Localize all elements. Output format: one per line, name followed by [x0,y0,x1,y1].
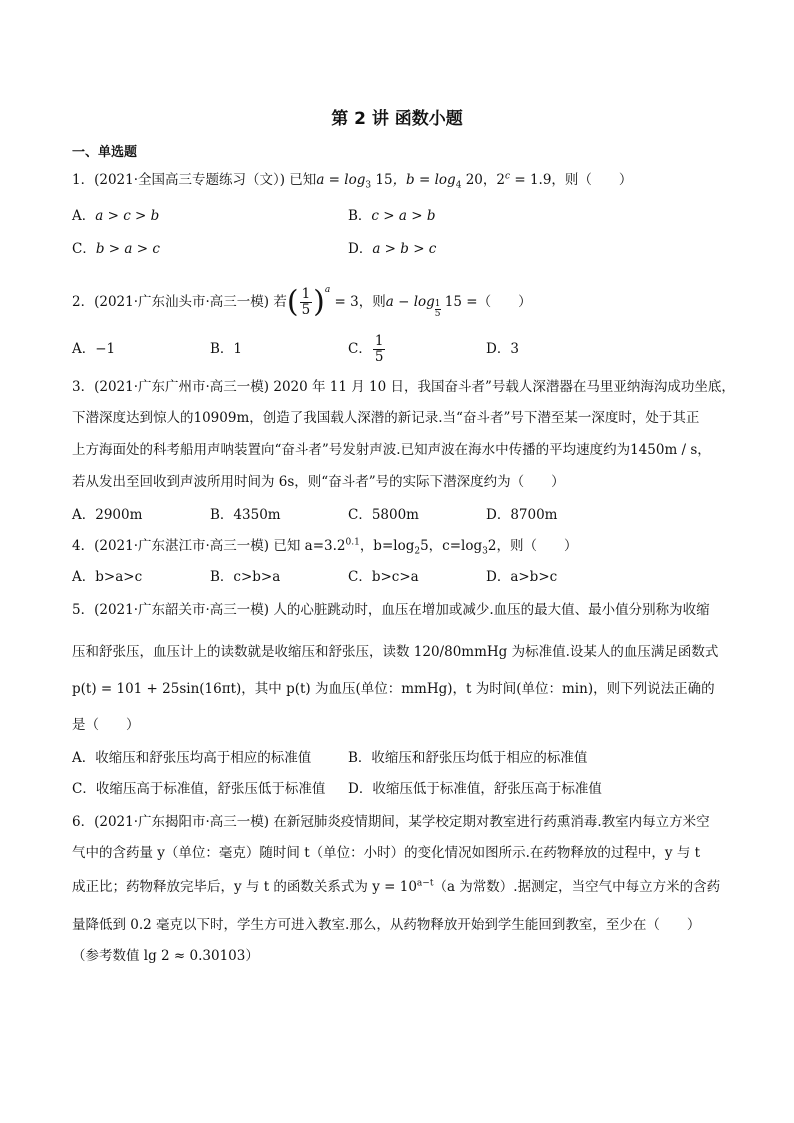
question-1-option-a: A．a > c > b [72,208,160,224]
question-1-stem: 1．(2021·全国高三专题练习（文）) 已知$a = \log_3 15$，$b = \log_4 20$，$2^c = 1.9$，则（ ） [72,171,633,191]
question-1-option-c: C．b > a > c [72,241,160,257]
question-2-option-d: D．3 [486,341,519,357]
question-4-option-d: D．a>b>c [486,569,558,585]
question-6-line-1: 6．(2021·广东揭阳市·高三一模) 在新冠肺炎疫情期间，某学校定期对教室进行药熏消毒.教室内每立方米空 [72,814,710,830]
question-6-reference-note: （参考数值 lg 2 ≈ 0.30103） [72,948,259,964]
question-1-option-d: D．a > b > c [348,241,437,257]
question-1-option-b: B．c > a > b [348,208,436,224]
question-6-line-2: 气中的含药量 y（单位：毫克）随时间 t（单位：小时）的变化情况如图所示.在药物释放的过程中，y 与 t [72,845,701,861]
question-2-option-b: B．1 [210,341,243,357]
question-4-option-a: A．b>a>c [72,569,143,585]
question-2-stem: 2．(2021·广东汕头市·高三一模) 若( $\frac{1}{5}$ )$^a$ = 3，则a − log $\frac{1}{5} 15$ =（ ） [72,284,532,320]
question-3-option-c: C．5800m [348,507,419,523]
question-5-line-2: 压和舒张压，血压计上的读数就是收缩压和舒张压，读数 120/80mmHg 为标准值.设某人的血压满足函数式 [72,644,719,660]
section-heading: 一、单选题 [72,145,138,160]
question-6-line-4: 量降低到 0.2 毫克以下时，学生方可进入教室.那么，从药物释放开始到学生能回到教室，至少在（ ） [72,917,701,933]
question-4-option-b: B．c>b>a [210,569,281,585]
question-5-option-c: C．收缩压高于标准值，舒张压低于标准值 [72,781,326,797]
question-3-option-a: A．2900m [72,507,143,523]
log-base-one-fifth: $\frac{1}{5}$ [434,299,441,319]
question-3-option-d: D．8700m [486,507,558,523]
question-3-line-2: 下潜深度达到惊人的10909m，创造了我国载人深潜的新记录.当“奋斗者”号下潜至某一深度时，处于其正 [72,410,700,426]
question-3-option-b: B．4350m [210,507,281,523]
question-3-line-4: 若从发出至回收到声波所用时间为 6s，则“奋斗者”号的实际下潜深度约为（ ） [72,474,565,490]
question-4-option-c: C．b>c>a [348,569,419,585]
page-title: 第 2 讲 函数小题 [331,109,463,129]
question-2-option-c: C． $\frac{1}{5}$ [348,333,384,365]
question-5-option-d: D．收缩压低于标准值，舒张压高于标准值 [348,781,602,797]
question-3-line-3: 上方海面处的科考船用声呐装置向“奋斗者”号发射声波.已知声波在海水中传播的平均速度约为1450m / s， [72,442,711,458]
fraction-one-fifth: $\frac{1}{5}$ [301,286,311,318]
question-5-line-3: p(t) = 101 + 25sin(16πt)，其中 p(t) 为血压(单位：mmHg)，t 为时间(单位：min)，则下列说法正确的 [72,681,715,697]
question-5-option-b: B．收缩压和舒张压均低于相应的标准值 [348,750,588,766]
question-3-line-1: 3．(2021·广东广州市·高三一模) 2020 年 11 月 10 日，我国奋斗者”号载人深潜器在马里亚纳海沟成功坐底， [72,379,735,395]
question-5-line-1: 5．(2021·广东韶关市·高三一模) 人的心脏跳动时，血压在增加或减少.血压的最大值、最小值分别称为收缩 [72,602,710,618]
question-4-stem: 4．(2021·广东湛江市·高三一模) 已知 $a=3.2^{0.1}$，$b=\log_25$，$c=\log_32$，则（ ） [72,537,578,557]
question-2-option-a: A．−1 [72,341,116,357]
question-5-option-a: A．收缩压和舒张压均高于相应的标准值 [72,750,312,766]
question-5-line-4: 是（ ） [72,717,140,733]
question-6-line-3: 成正比；药物释放完毕后，y 与 t 的函数关系式为 $y = 10^{a-t}(a$ 为常数）.据测定，当空气中每立方米的含药 [72,878,721,895]
